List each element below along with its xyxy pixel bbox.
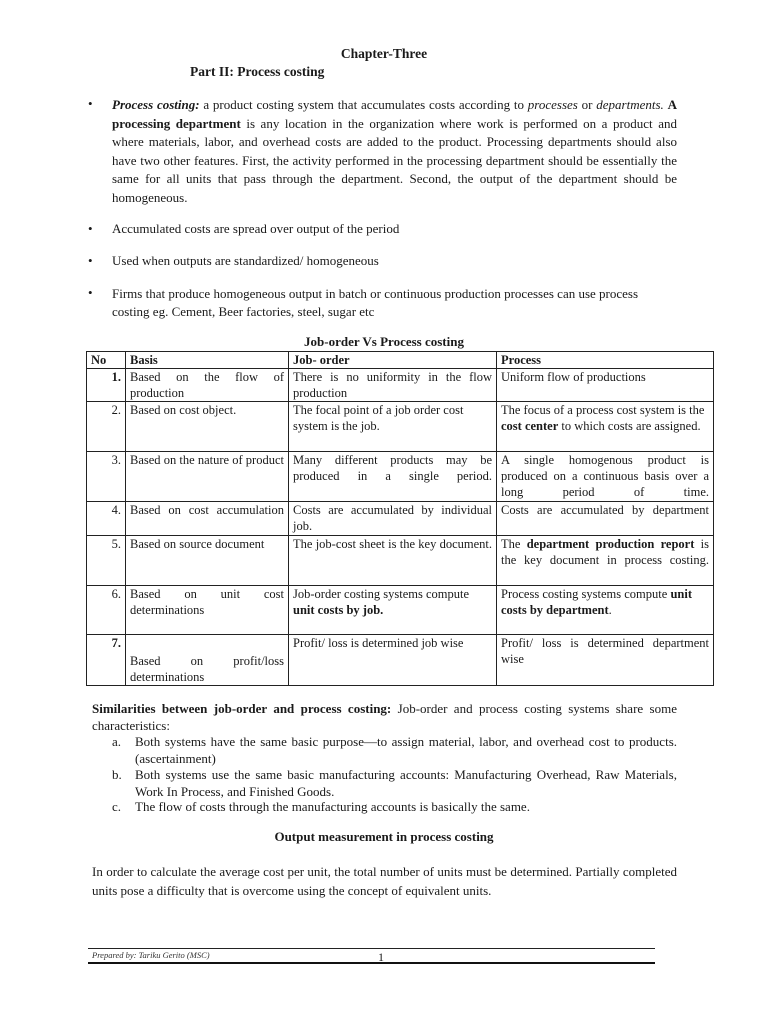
term-processing-department: A processing department xyxy=(112,97,677,131)
job-order-cell: The job-cost sheet is the key document. xyxy=(289,536,497,586)
process-cell: Process costing systems compute unit costs by department. xyxy=(497,586,714,635)
row-number: 2. xyxy=(87,402,126,452)
similarities-heading: Similarities between job-order and process costing: xyxy=(92,701,392,716)
bullet-homogeneous-firms: Firms that produce homogeneous output in batch or continuous production processes can use process costing eg. Cement, Beer factories, steel, sugar etc xyxy=(112,286,639,319)
row-number: 7. xyxy=(87,635,126,686)
table-row xyxy=(87,402,714,452)
row-number: 3. xyxy=(87,452,126,502)
process-cell: Uniform flow of productions xyxy=(497,369,714,402)
bullet-standardized-outputs: Used when outputs are standardized/ homogeneous xyxy=(112,253,379,268)
section-paragraph: In order to calculate the average cost per unit, the total number of units must be determined. Partially completed units pose a difficulty that is overcome using the concept of equivalent units. xyxy=(92,864,677,898)
header-job-order: Job- order xyxy=(289,352,497,369)
row-number: 5. xyxy=(87,536,126,586)
header-basis: Basis xyxy=(126,352,289,369)
row-number: 4. xyxy=(87,502,126,536)
similarities-intro: Similarities between job-order and process costing: Job-order and process costing systems share some characteristics: xyxy=(92,701,677,733)
bullet-marker: • xyxy=(88,221,93,236)
basis-cell: Based on the flow of production xyxy=(126,369,289,402)
process-cell: The focus of a process cost system is the cost center to which costs are assigned. xyxy=(497,402,714,452)
similarity-item: Both systems have the same basic purpose—to assign material, labor, and overhead cost to products.(ascertainment) xyxy=(135,734,677,766)
page-number: 1 xyxy=(378,950,384,964)
basis-cell: Based on cost object. xyxy=(126,402,289,452)
header-no: No xyxy=(87,352,126,369)
table-row xyxy=(87,536,714,586)
list-letter: b. xyxy=(112,767,122,782)
bullet-marker: • xyxy=(88,285,93,300)
list-letter: c. xyxy=(112,799,122,814)
footer-divider xyxy=(88,962,655,964)
row-number: 1. xyxy=(87,369,126,402)
table-row xyxy=(87,452,714,502)
part-title: Part II: Process costing xyxy=(190,64,325,79)
table-row xyxy=(87,502,714,536)
basis-cell: Based on the nature of product xyxy=(126,452,289,502)
footer-author: Prepared by: Tariku Gerito (MSC) xyxy=(92,950,210,960)
similarity-item: Both systems use the same basic manufacturing accounts: Manufacturing Overhead, Raw Materials, Work In Process, and Finished Goods. xyxy=(135,767,677,799)
job-order-cell: Profit/ loss is determined job wise xyxy=(289,635,497,686)
basis-cell: Based on unit cost determinations xyxy=(126,586,289,635)
process-cell: A single homogenous product is produced on a continuous basis over a long period of time. xyxy=(497,452,714,502)
table-row xyxy=(87,635,714,686)
job-order-cell: The focal point of a job order cost system is the job. xyxy=(289,402,497,452)
row-number: 6. xyxy=(87,586,126,635)
bullet-accumulated-costs: Accumulated costs are spread over output of the period xyxy=(112,221,400,236)
table-row xyxy=(87,586,714,635)
comparison-table xyxy=(86,351,714,686)
bullet-process-costing-definition: Process costing: a product costing system that accumulates costs according to processes or departments. A processing department is any location in the organization where work is performed on a product and where materials, labor, and overhead costs are added to the product. Processing departments should also have two other features. First, the activity performed in the processing department should be essentially the same for all units that pass through the department. Second, the output of the department should be homogeneous. xyxy=(112,97,677,205)
process-cell: The department production report is the key document in process costing. xyxy=(497,536,714,586)
header-process: Process xyxy=(497,352,714,369)
section-heading: Output measurement in process costing xyxy=(274,829,494,844)
job-order-cell: There is no uniformity in the flow production xyxy=(289,369,497,402)
process-cell: Profit/ loss is determined department wise xyxy=(497,635,714,686)
list-letter: a. xyxy=(112,734,122,749)
basis-cell: Based on source document xyxy=(126,536,289,586)
basis-cell: Based on profit/loss determinations xyxy=(126,635,289,686)
table-caption: Job-order Vs Process costing xyxy=(304,334,464,349)
similarity-item: The flow of costs through the manufacturing accounts is basically the same. xyxy=(135,799,530,814)
chapter-title: Chapter-Three xyxy=(340,46,428,61)
term-process-costing: Process costing: xyxy=(112,97,200,112)
table-row xyxy=(87,369,714,402)
bullet-marker: • xyxy=(88,96,93,111)
table-header-row xyxy=(87,352,714,369)
process-cell: Costs are accumulated by department xyxy=(497,502,714,536)
basis-cell: Based on cost accumulation xyxy=(126,502,289,536)
job-order-cell: Costs are accumulated by individual job. xyxy=(289,502,497,536)
job-order-cell: Many different products may be produced in a single period. xyxy=(289,452,497,502)
job-order-cell: Job-order costing systems compute unit costs by job. xyxy=(289,586,497,635)
bullet-marker: • xyxy=(88,253,93,268)
